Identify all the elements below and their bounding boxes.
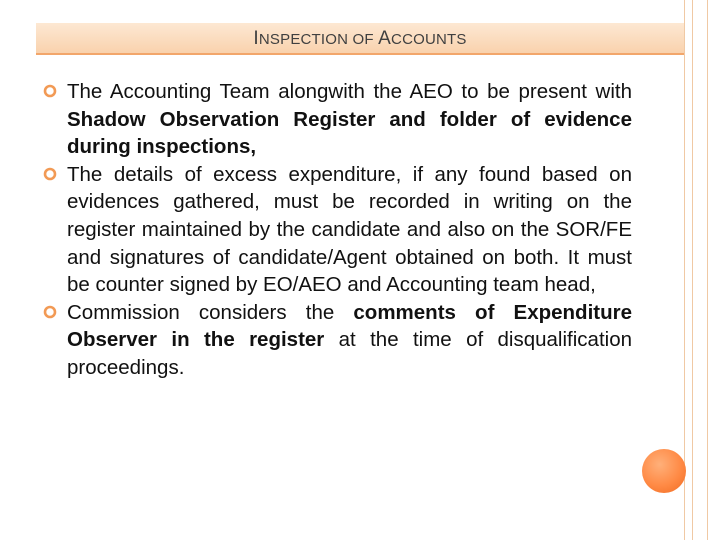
decorative-rule: [684, 0, 685, 540]
title-part: NSPECTION OF: [258, 31, 379, 48]
bullet-item: [48, 78, 632, 161]
ring-bullet-icon: [43, 305, 57, 319]
ring-bullet-icon: [43, 167, 57, 181]
title-part: I: [253, 28, 259, 49]
decorative-rule: [692, 0, 693, 540]
text-segment: Commission considers the: [67, 300, 354, 324]
bullet-text: [67, 299, 632, 382]
text-segment: The Accounting Team alongwith the AEO to be present with: [67, 80, 632, 103]
decorative-rule: [707, 0, 708, 540]
text-segment: at the time of disqualification proceedings.: [67, 328, 632, 379]
ring-bullet-icon: [43, 84, 57, 98]
bold-segment: Shadow Observation Register and folder of evidence during inspections,: [67, 107, 632, 159]
title-part: CCOUNTS: [391, 31, 467, 48]
bullet-list: [48, 78, 632, 382]
bullet-item: [48, 161, 632, 299]
bullet-text: [67, 78, 632, 161]
orange-circle-decoration: [642, 449, 686, 493]
text-segment: The details of excess expenditure, if any found based on evidences gathered, must be recorded in writing on the register maintained by the candidate and also on the SOR/FE and signatures of candidate/Agent obtained on both. It must be counter signed by EO/AEO and Accounting team head,: [67, 162, 632, 297]
title-part: A: [378, 28, 392, 49]
title-band: [36, 23, 684, 55]
bullet-item: [48, 299, 632, 382]
slide-title: [36, 28, 684, 50]
bold-segment: comments of Expenditure Observer in the register: [67, 300, 632, 352]
bullet-text: [67, 161, 632, 299]
